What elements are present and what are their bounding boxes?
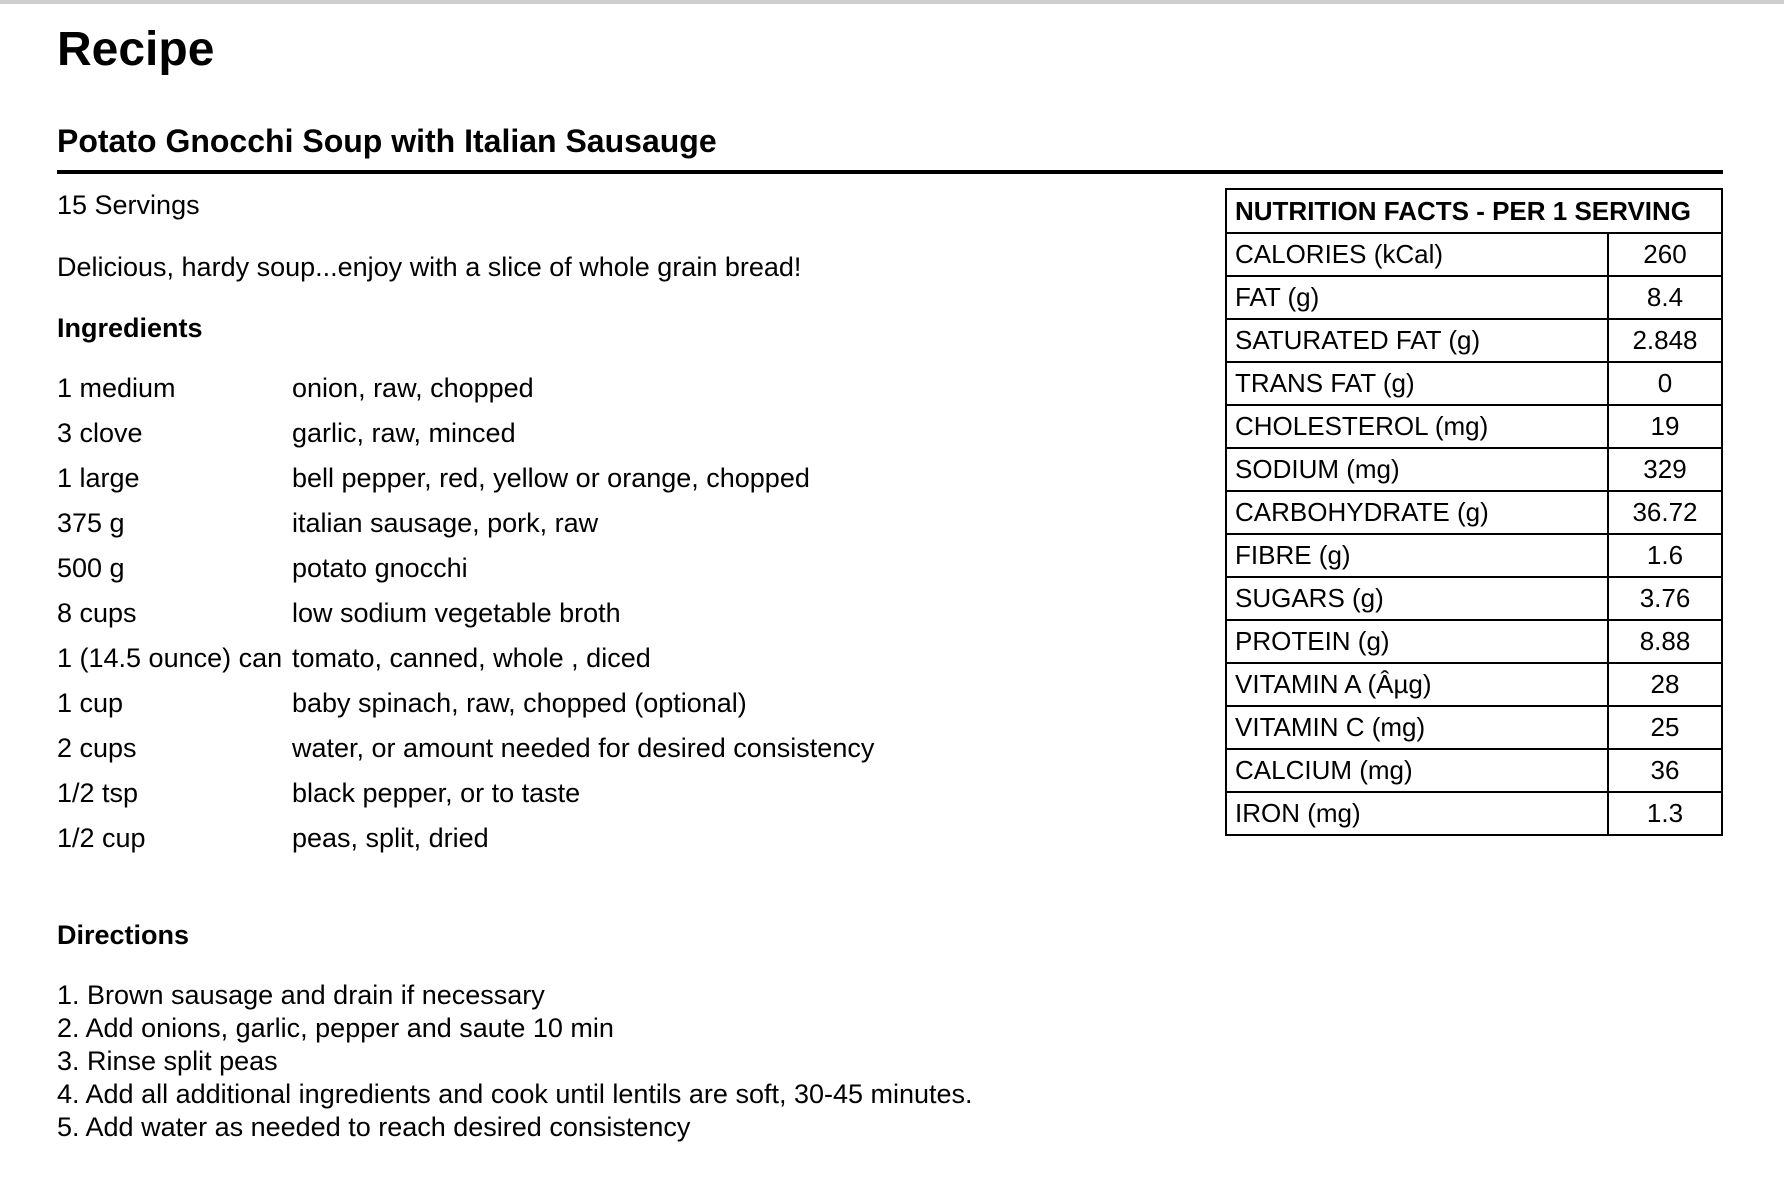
- direction-step: 4. Add all additional ingredients and cook until lentils are soft, 30-45 minutes.: [57, 1079, 973, 1109]
- nutrient-label: SODIUM (mg): [1226, 448, 1608, 491]
- ingredient-quantity: 1 large: [57, 463, 140, 493]
- nutrient-value: 28: [1608, 663, 1722, 706]
- nutrition-row: [1226, 405, 1722, 448]
- ingredient-row: [57, 642, 1157, 675]
- ingredient-quantity: 375 g: [57, 508, 125, 538]
- window-top-edge: [0, 0, 1784, 4]
- ingredient-quantity: 1 (14.5 ounce) can: [57, 643, 283, 673]
- nutrient-label: IRON (mg): [1226, 792, 1608, 835]
- nutrient-label: PROTEIN (g): [1226, 620, 1608, 663]
- nutrition-row: [1226, 491, 1722, 534]
- direction-step: 3. Rinse split peas: [57, 1046, 278, 1076]
- ingredient-quantity: 2 cups: [57, 733, 137, 763]
- nutrient-value: 0: [1608, 362, 1722, 405]
- nutrient-value: 36: [1608, 749, 1722, 792]
- nutrient-value: 19: [1608, 405, 1722, 448]
- nutrient-value: 1.3: [1608, 792, 1722, 835]
- nutrient-label: CALORIES (kCal): [1226, 233, 1608, 276]
- nutrient-label: SATURATED FAT (g): [1226, 319, 1608, 362]
- ingredient-name: garlic, raw, minced: [292, 418, 516, 448]
- ingredients-heading: Ingredients: [57, 313, 203, 343]
- ingredient-quantity: 3 clove: [57, 418, 143, 448]
- nutrient-value: 1.6: [1608, 534, 1722, 577]
- nutrient-label: FIBRE (g): [1226, 534, 1608, 577]
- recipe-description: Delicious, hardy soup...enjoy with a slice of whole grain bread!: [57, 252, 802, 282]
- nutrition-row: [1226, 749, 1722, 792]
- direction-step: 5. Add water as needed to reach desired consistency: [57, 1112, 691, 1142]
- ingredient-row: [57, 777, 1157, 810]
- nutrient-value: 260: [1608, 233, 1722, 276]
- directions-heading: Directions: [57, 920, 190, 950]
- ingredient-quantity: 500 g: [57, 553, 125, 583]
- page-title: Recipe: [57, 23, 215, 76]
- ingredient-name: italian sausage, pork, raw: [292, 508, 599, 538]
- ingredient-row: [57, 507, 1157, 540]
- ingredient-quantity: 1 cup: [57, 688, 124, 718]
- nutrition-row: [1226, 319, 1722, 362]
- ingredient-name: water, or amount needed for desired consistency: [292, 733, 875, 763]
- ingredient-quantity: 1 medium: [57, 373, 176, 403]
- ingredient-row: [57, 552, 1157, 585]
- ingredient-row: [57, 372, 1157, 405]
- ingredient-row: [57, 462, 1157, 495]
- ingredients-list: [57, 372, 1157, 855]
- nutrient-value: 3.76: [1608, 577, 1722, 620]
- nutrition-row: [1226, 233, 1722, 276]
- ingredient-name: bell pepper, red, yellow or orange, chopped: [292, 463, 810, 493]
- ingredient-name: potato gnocchi: [292, 553, 468, 583]
- ingredient-quantity: 1/2 cup: [57, 823, 146, 853]
- nutrition-facts-table: [1225, 188, 1723, 836]
- ingredient-row: [57, 822, 1157, 855]
- nutrition-header-row: [1226, 189, 1722, 233]
- ingredient-row: [57, 417, 1157, 450]
- title-divider: [57, 170, 1723, 174]
- nutrient-label: CARBOHYDRATE (g): [1226, 491, 1608, 534]
- nutrition-row: [1226, 276, 1722, 319]
- nutrient-label: SUGARS (g): [1226, 577, 1608, 620]
- nutrition-row: [1226, 534, 1722, 577]
- nutrient-value: 329: [1608, 448, 1722, 491]
- nutrition-row: [1226, 663, 1722, 706]
- nutrition-heading: NUTRITION FACTS - PER 1 SERVING: [1226, 189, 1722, 233]
- nutrient-value: 2.848: [1608, 319, 1722, 362]
- nutrition-row: [1226, 362, 1722, 405]
- ingredient-quantity: 1/2 tsp: [57, 778, 139, 808]
- nutrient-value: 8.88: [1608, 620, 1722, 663]
- servings-text: 15 Servings: [57, 190, 200, 220]
- ingredient-name: peas, split, dried: [292, 823, 489, 853]
- nutrition-row: [1226, 706, 1722, 749]
- nutrient-value: 36.72: [1608, 491, 1722, 534]
- nutrient-value: 8.4: [1608, 276, 1722, 319]
- ingredient-row: [57, 732, 1157, 765]
- nutrition-row: [1226, 448, 1722, 491]
- direction-step: 1. Brown sausage and drain if necessary: [57, 980, 545, 1010]
- ingredient-name: baby spinach, raw, chopped (optional): [292, 688, 747, 718]
- nutrition-row: [1226, 577, 1722, 620]
- ingredient-name: tomato, canned, whole , diced: [292, 643, 651, 673]
- ingredient-name: low sodium vegetable broth: [292, 598, 621, 628]
- nutrient-label: TRANS FAT (g): [1226, 362, 1608, 405]
- nutrient-label: VITAMIN A (Âµg): [1226, 663, 1608, 706]
- nutrient-value: 25: [1608, 706, 1722, 749]
- ingredient-row: [57, 597, 1157, 630]
- nutrient-label: VITAMIN C (mg): [1226, 706, 1608, 749]
- ingredient-row: [57, 687, 1157, 720]
- directions-list: [57, 979, 973, 1144]
- nutrition-row: [1226, 620, 1722, 663]
- ingredient-name: onion, raw, chopped: [292, 373, 534, 403]
- nutrient-label: CHOLESTEROL (mg): [1226, 405, 1608, 448]
- ingredient-name: black pepper, or to taste: [292, 778, 581, 808]
- nutrient-label: CALCIUM (mg): [1226, 749, 1608, 792]
- direction-step: 2. Add onions, garlic, pepper and saute 10 min: [57, 1013, 614, 1043]
- recipe-name: Potato Gnocchi Soup with Italian Sausauge: [57, 123, 717, 159]
- nutrition-row: [1226, 792, 1722, 835]
- ingredient-quantity: 8 cups: [57, 598, 137, 628]
- nutrient-label: FAT (g): [1226, 276, 1608, 319]
